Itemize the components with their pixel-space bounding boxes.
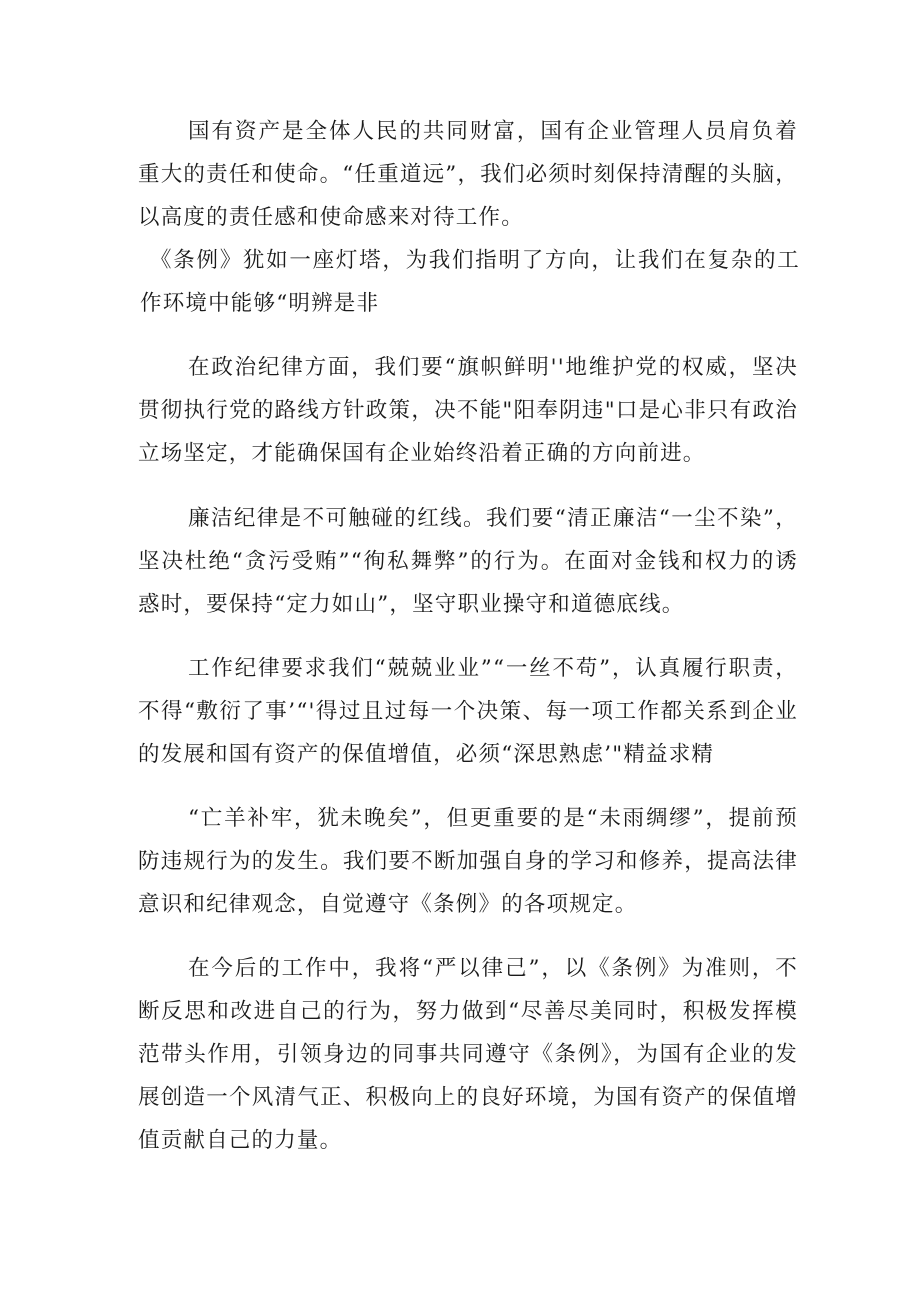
paragraph-regulations-lighthouse: 《条例》犹如一座灯塔，为我们指明了方向，让我们在复杂的工作环境中能够“明辨是非 [140, 248, 800, 316]
paragraph-prevention: “亡羊补牢，犹未晚矣”，但更重要的是“未雨绸缪”，提前预防违规行为的发生。我们要不断加强自身的学习和修养，提高法律意识和纪律观念，自觉遵守《条例》的各项规定。 [138, 806, 798, 917]
paragraph-integrity-discipline: 廉洁纪律是不可触碰的红线。我们要“清正廉洁“一尘不染”，坚决杜绝“贪污受贿”“徇私舞弊”的行为。在面对金钱和权力的诱惑时，要保持“定力如山”，坚守职业操守和道德底线。 [138, 506, 798, 617]
paragraph-political-discipline: 在政治纪律方面，我们要“旗帜鲜明''地维护党的权威，坚决贯彻执行党的路线方针政策，决不能"阳奉阴违"口是心非只有政治立场坚定，才能确保国有企业始终沿着正确的方向前进。 [138, 355, 798, 466]
paragraph-work-discipline: 工作纪律要求我们“兢兢业业”“一丝不苟”，认真履行职责，不得“敷衍了事’“'得过且过每一个决策、每一项工作都关系到企业的发展和国有资产的保值增值，必须“深思熟虑’"精益求精 [138, 656, 798, 767]
paragraph-state-assets: 国有资产是全体人民的共同财富，国有企业管理人员肩负着重大的责任和使命。“任重道远”，我们必须时刻保持清醒的头脑，以高度的责任感和使命感来对待工作。 [138, 119, 798, 230]
paragraph-future-commitment: 在今后的工作中，我将“严以律己”，以《条例》为准则，不断反思和改进自己的行为，努力做到“尽善尽美同时，积极发挥模范带头作用，引领身边的同事共同遵守《条例》，为国有企业的发展创造一个风清气正、积极向上的良好环境，为国有资产的保值增值贡献自己的力量。 [138, 956, 798, 1153]
